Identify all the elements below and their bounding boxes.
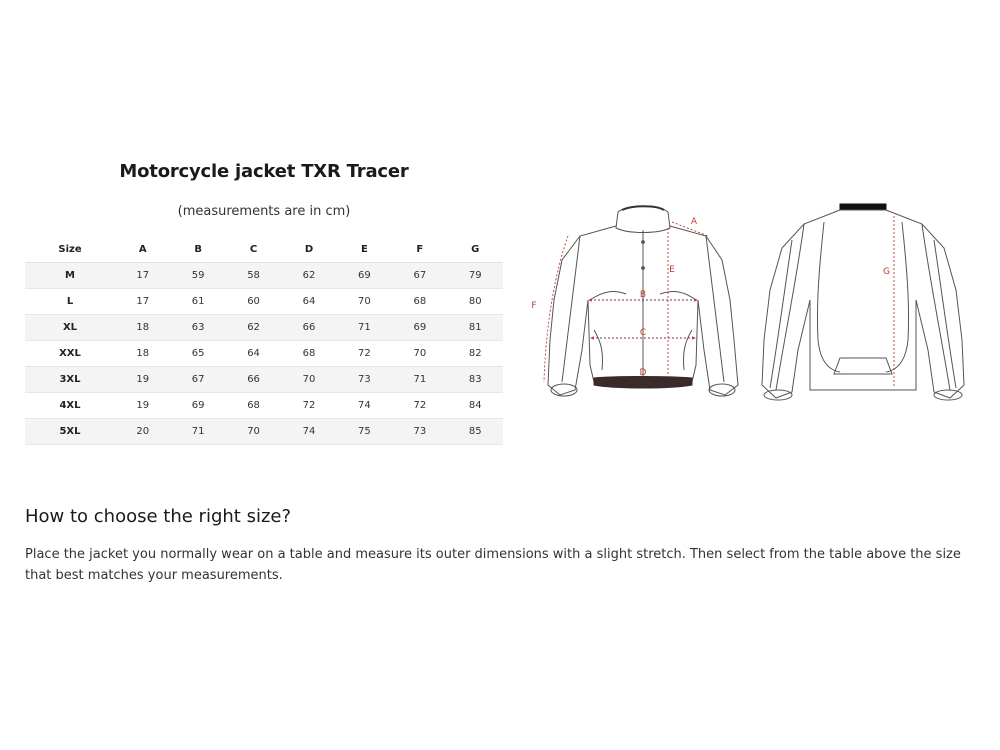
table-cell: 74: [358, 400, 371, 411]
table-cell: 60: [247, 296, 260, 307]
header-e: E: [337, 237, 392, 263]
table-cell: 64: [247, 348, 260, 359]
header-size: Size: [25, 237, 115, 263]
label-f: F: [531, 301, 537, 311]
section-paragraph: Place the jacket you normally wear on a table and measure its outer dimensions with a slight stretch. Then select from the table above the size that best matches your measurements.: [25, 547, 961, 583]
chart-subtitle: (measurements are in cm): [177, 204, 351, 219]
table-row: [25, 367, 503, 393]
table-cell: 19: [136, 374, 150, 385]
table-cell: 73: [358, 374, 371, 385]
table-cell: 69: [191, 400, 205, 411]
table-cell-size: 3XL: [59, 374, 81, 385]
table-cell: 70: [413, 348, 427, 359]
table-cell: 65: [191, 348, 205, 359]
chart-title: Motorcycle jacket TXR Tracer: [119, 161, 409, 182]
jacket-measurement-diagram: [520, 190, 990, 420]
table-cell: 79: [468, 270, 482, 281]
table-cell: 20: [136, 426, 150, 437]
table-row: [25, 315, 503, 341]
table-cell: 83: [468, 374, 482, 385]
table-cell: 72: [302, 400, 316, 411]
label-d: D: [639, 368, 647, 378]
label-c: C: [639, 328, 647, 338]
table-cell: 19: [136, 400, 150, 411]
table-header-row: [25, 237, 503, 263]
table-cell: 70: [358, 296, 371, 307]
label-a: A: [690, 217, 698, 227]
jacket-back-illustration: [762, 204, 964, 400]
table-cell: 71: [358, 322, 371, 333]
table-cell: 85: [468, 426, 482, 437]
header-g: G: [448, 237, 503, 263]
table-row: [25, 289, 503, 315]
table-cell: 17: [136, 296, 150, 307]
table-row: [25, 393, 503, 419]
table-cell: 66: [247, 374, 260, 385]
table-cell: 70: [302, 374, 316, 385]
label-e: E: [669, 265, 675, 275]
table-cell: 73: [413, 426, 427, 437]
table-cell: 67: [413, 270, 427, 281]
size-table: [25, 237, 503, 445]
table-row: [25, 263, 503, 289]
table-cell-size: 4XL: [59, 400, 81, 411]
table-cell: 69: [413, 322, 427, 333]
table-cell: 72: [413, 400, 427, 411]
table-cell: 64: [302, 296, 316, 307]
table-cell: 61: [191, 296, 205, 307]
table-cell: 68: [302, 348, 316, 359]
table-cell: 68: [247, 400, 260, 411]
table-cell-size: M: [65, 270, 75, 281]
table-cell: 18: [136, 322, 150, 333]
table-cell: 74: [302, 426, 316, 437]
section-heading: How to choose the right size?: [25, 506, 292, 527]
table-cell: 68: [413, 296, 427, 307]
table-cell: 63: [191, 322, 205, 333]
table-cell: 69: [358, 270, 371, 281]
table-cell: 17: [136, 270, 150, 281]
header-f: F: [392, 237, 447, 263]
table-cell-size: 5XL: [59, 426, 81, 437]
label-b: B: [639, 290, 647, 300]
header-d: D: [281, 237, 336, 263]
front-measure-labels: [531, 217, 698, 378]
table-cell: 62: [247, 322, 260, 333]
label-g: G: [883, 267, 890, 277]
table-cell: 66: [302, 322, 316, 333]
table-row: [25, 419, 503, 445]
table-cell: 82: [468, 348, 482, 359]
header-a: A: [115, 237, 170, 263]
table-cell: 72: [358, 348, 371, 359]
header-b: B: [170, 237, 225, 263]
table-cell: 62: [302, 270, 316, 281]
table-cell: 80: [468, 296, 482, 307]
table-cell-size: XL: [62, 322, 78, 333]
table-cell: 71: [413, 374, 427, 385]
table-cell: 81: [468, 322, 482, 333]
table-cell: 75: [358, 426, 371, 437]
table-cell-size: L: [66, 296, 74, 307]
table-cell-size: XXL: [59, 348, 81, 359]
table-cell: 58: [247, 270, 260, 281]
table-cell: 59: [191, 270, 205, 281]
table-cell: 71: [191, 426, 205, 437]
header-c: C: [226, 237, 281, 263]
table-cell: 18: [136, 348, 150, 359]
table-cell: 84: [468, 400, 482, 411]
table-row: [25, 341, 503, 367]
table-cell: 67: [191, 374, 205, 385]
table-cell: 70: [247, 426, 260, 437]
